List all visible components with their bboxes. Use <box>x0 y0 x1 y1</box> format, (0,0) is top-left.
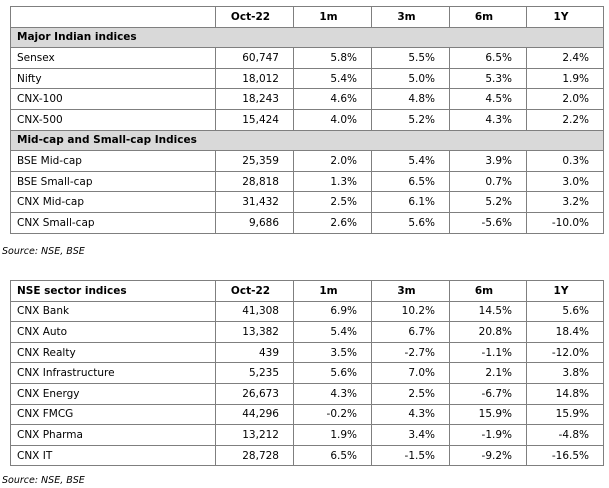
value-cell: 7.0% <box>372 363 450 384</box>
table-row <box>11 192 604 213</box>
value-cell: 0.7% <box>450 171 527 192</box>
value-cell: 20.8% <box>450 322 527 343</box>
table-row <box>11 404 604 425</box>
value-cell: 2.2% <box>527 109 604 130</box>
value-cell: 18,243 <box>216 89 294 110</box>
table-row <box>11 171 604 192</box>
table-row <box>11 48 604 69</box>
value-cell: 14.8% <box>527 383 604 404</box>
major-indices-table <box>10 6 604 234</box>
section-title: Mid-cap and Small-cap Indices <box>11 130 604 151</box>
index-name-cell: CNX-500 <box>11 109 216 130</box>
value-cell: 6.5% <box>372 171 450 192</box>
table-row <box>11 342 604 363</box>
value-cell: 3.0% <box>527 171 604 192</box>
header-row <box>11 281 604 302</box>
index-name-cell: Nifty <box>11 68 216 89</box>
header-cell: 1m <box>294 281 372 302</box>
index-name-cell: CNX Pharma <box>11 425 216 446</box>
value-cell: 4.6% <box>294 89 372 110</box>
header-cell: 6m <box>450 281 527 302</box>
value-cell: 5.2% <box>450 192 527 213</box>
header-cell: 3m <box>372 7 450 28</box>
value-cell: -10.0% <box>527 212 604 233</box>
value-cell: 439 <box>216 342 294 363</box>
table-row <box>11 301 604 322</box>
value-cell: -2.7% <box>372 342 450 363</box>
value-cell: 5.2% <box>372 109 450 130</box>
value-cell: 1.9% <box>527 68 604 89</box>
value-cell: 3.9% <box>450 151 527 172</box>
value-cell: -5.6% <box>450 212 527 233</box>
value-cell: 5,235 <box>216 363 294 384</box>
index-name-cell: CNX Small-cap <box>11 212 216 233</box>
source-note-1: Source: NSE, BSE <box>2 246 85 257</box>
value-cell: 13,212 <box>216 425 294 446</box>
index-name-cell: CNX FMCG <box>11 404 216 425</box>
table-row <box>11 151 604 172</box>
index-name-cell: CNX Auto <box>11 322 216 343</box>
index-name-cell: Sensex <box>11 48 216 69</box>
value-cell: 6.5% <box>450 48 527 69</box>
header-cell: 6m <box>450 7 527 28</box>
table-row <box>11 322 604 343</box>
value-cell: 1.3% <box>294 171 372 192</box>
index-name-cell: CNX Infrastructure <box>11 363 216 384</box>
value-cell: -4.8% <box>527 425 604 446</box>
value-cell: 5.6% <box>294 363 372 384</box>
value-cell: 5.6% <box>372 212 450 233</box>
value-cell: -12.0% <box>527 342 604 363</box>
value-cell: 6.9% <box>294 301 372 322</box>
value-cell: 3.2% <box>527 192 604 213</box>
value-cell: 4.3% <box>450 109 527 130</box>
value-cell: 2.0% <box>527 89 604 110</box>
value-cell: -1.9% <box>450 425 527 446</box>
value-cell: 5.4% <box>294 68 372 89</box>
value-cell: 4.3% <box>294 383 372 404</box>
header-cell: Oct-22 <box>216 281 294 302</box>
index-name-cell: CNX-100 <box>11 89 216 110</box>
value-cell: 14.5% <box>450 301 527 322</box>
table-row <box>11 425 604 446</box>
table-row <box>11 363 604 384</box>
value-cell: 6.5% <box>294 445 372 466</box>
value-cell: 5.6% <box>527 301 604 322</box>
value-cell: 3.5% <box>294 342 372 363</box>
value-cell: 3.8% <box>527 363 604 384</box>
table-row <box>11 109 604 130</box>
value-cell: 26,673 <box>216 383 294 404</box>
table-row <box>11 89 604 110</box>
index-name-cell: CNX Energy <box>11 383 216 404</box>
value-cell: 2.1% <box>450 363 527 384</box>
nse-sector-indices-table <box>10 280 604 466</box>
value-cell: 5.4% <box>294 322 372 343</box>
value-cell: 6.7% <box>372 322 450 343</box>
value-cell: 15.9% <box>450 404 527 425</box>
value-cell: 25,359 <box>216 151 294 172</box>
value-cell: 15,424 <box>216 109 294 130</box>
index-name-cell: BSE Small-cap <box>11 171 216 192</box>
header-cell: 1Y <box>527 7 604 28</box>
value-cell: 4.0% <box>294 109 372 130</box>
value-cell: 28,728 <box>216 445 294 466</box>
value-cell: 60,747 <box>216 48 294 69</box>
value-cell: 3.4% <box>372 425 450 446</box>
header-cell-title: NSE sector indices <box>11 281 216 302</box>
value-cell: 13,382 <box>216 322 294 343</box>
value-cell: 18.4% <box>527 322 604 343</box>
index-name-cell: CNX Bank <box>11 301 216 322</box>
value-cell: 15.9% <box>527 404 604 425</box>
value-cell: 10.2% <box>372 301 450 322</box>
value-cell: 5.8% <box>294 48 372 69</box>
value-cell: 2.6% <box>294 212 372 233</box>
value-cell: 2.5% <box>372 383 450 404</box>
value-cell: 2.4% <box>527 48 604 69</box>
index-name-cell: CNX Realty <box>11 342 216 363</box>
header-cell: 3m <box>372 281 450 302</box>
header-cell: Oct-22 <box>216 7 294 28</box>
value-cell: -0.2% <box>294 404 372 425</box>
value-cell: 5.4% <box>372 151 450 172</box>
value-cell: 28,818 <box>216 171 294 192</box>
value-cell: 4.5% <box>450 89 527 110</box>
value-cell: 5.3% <box>450 68 527 89</box>
section-title: Major Indian indices <box>11 27 604 48</box>
value-cell: 5.0% <box>372 68 450 89</box>
value-cell: 6.1% <box>372 192 450 213</box>
value-cell: -1.1% <box>450 342 527 363</box>
value-cell: 31,432 <box>216 192 294 213</box>
table-row <box>11 212 604 233</box>
index-name-cell: BSE Mid-cap <box>11 151 216 172</box>
table-row <box>11 445 604 466</box>
source-note-2: Source: NSE, BSE <box>2 475 85 486</box>
table-row <box>11 383 604 404</box>
value-cell: -6.7% <box>450 383 527 404</box>
value-cell: -1.5% <box>372 445 450 466</box>
header-cell: 1Y <box>527 281 604 302</box>
header-cell: 1m <box>294 7 372 28</box>
header-row <box>11 7 604 28</box>
value-cell: -16.5% <box>527 445 604 466</box>
value-cell: 2.0% <box>294 151 372 172</box>
value-cell: 5.5% <box>372 48 450 69</box>
value-cell: 4.8% <box>372 89 450 110</box>
value-cell: 41,308 <box>216 301 294 322</box>
value-cell: 44,296 <box>216 404 294 425</box>
value-cell: 9,686 <box>216 212 294 233</box>
value-cell: 2.5% <box>294 192 372 213</box>
value-cell: -9.2% <box>450 445 527 466</box>
section-header-row <box>11 27 604 48</box>
header-cell-empty <box>11 7 216 28</box>
value-cell: 18,012 <box>216 68 294 89</box>
index-name-cell: CNX Mid-cap <box>11 192 216 213</box>
value-cell: 4.3% <box>372 404 450 425</box>
value-cell: 0.3% <box>527 151 604 172</box>
table-row <box>11 68 604 89</box>
section-header-row <box>11 130 604 151</box>
index-name-cell: CNX IT <box>11 445 216 466</box>
value-cell: 1.9% <box>294 425 372 446</box>
